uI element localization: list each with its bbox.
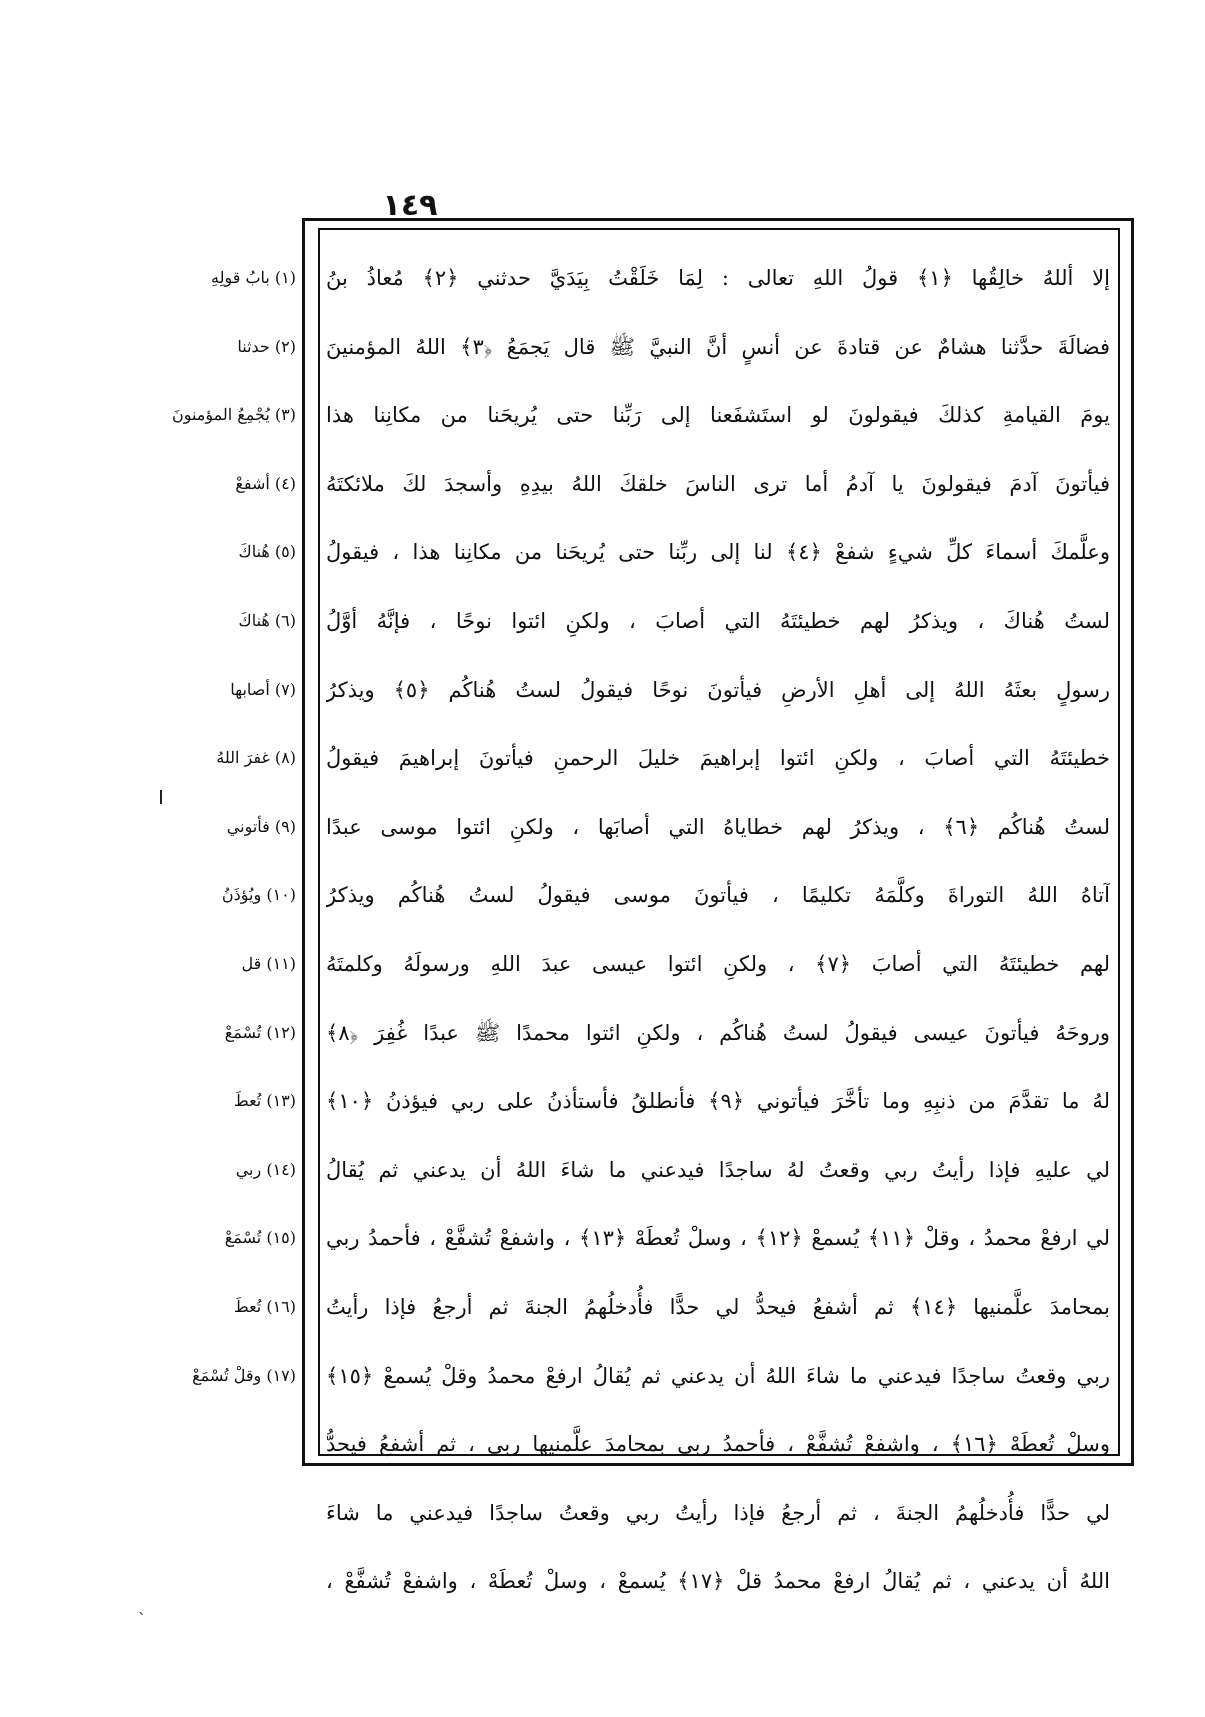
corner-stroke-mark: ˎ xyxy=(138,1596,146,1615)
text-line: وسلْ تُعطَهْ ﴿١٦﴾ ، واشفعْ تُشفَّعْ ، فأحمدُ ربي بمحامدَ علَّمنيها ربي ، ثم أشفعُ فيحدُّ xyxy=(326,1432,1110,1457)
text-line: لهم خطيئتَهُ التي أصابَ ﴿٧﴾ ، ولكنِ ائتوا عيسى عبدَ اللهِ ورسولَهُ وكلمتَهُ xyxy=(326,951,1110,976)
margin-note: (٣) يُجْمِعُ المؤمنونَ xyxy=(171,405,296,425)
margin-stroke-mark xyxy=(160,790,162,804)
text-line: رسولٍ بعثَهُ اللهُ إلى أهلِ الأرضِ فيأتونَ نوحًا فيقولُ لستُ هُناكُم ﴿٥﴾ ويذكرُ xyxy=(326,677,1110,702)
page-number: ١٤٩ xyxy=(382,188,438,223)
margin-note: (٨) غفرَ اللهُ xyxy=(216,748,296,768)
margin-note: (١٦) تُعطَ xyxy=(233,1296,296,1316)
margin-note: (٥) هُناكَ xyxy=(238,542,296,562)
margin-note: (٦) هُناكَ xyxy=(238,610,296,630)
text-line: ربي وقعتُ ساجدًا فيدعني ما شاءَ اللهُ أن يدعني ثم يُقالُ ارفعْ محمدُ وقلْ يُسمعْ ﴿١٥﴾ xyxy=(326,1363,1110,1388)
margin-note: (٢) حدثنا xyxy=(237,336,296,356)
margin-notes xyxy=(150,244,296,1410)
text-line: فيأتونَ آدمَ فيقولونَ يا آدمُ أما ترى الناسَ خلقكَ اللهُ بيدِهِ وأسجدَ لكَ ملائكتَهُ xyxy=(326,471,1110,496)
text-line: لي حدًّا فأُدخلُهمُ الجنةَ ، ثم أرجعُ فإذا رأيتُ ربي وقعتُ ساجدًا فيدعني ما شاءَ xyxy=(326,1500,1110,1525)
text-line: لي ارفعْ محمدُ ، وقلْ ﴿١١﴾ يُسمعْ ﴿١٢﴾ ، وسلْ تُعطَهْ ﴿١٣﴾ ، واشفعْ تُشفَّعْ ، فأحمدُ ربي xyxy=(326,1226,1110,1251)
main-text-block xyxy=(326,244,1110,1594)
margin-note: (١١) قل xyxy=(241,953,296,973)
margin-note: (١٥) تُسْمَعْ xyxy=(224,1228,296,1248)
margin-note: (١) بابُ قولِهِ xyxy=(210,268,296,287)
text-line: لستُ هُناكُم ﴿٦﴾ ، ويذكرُ لهم خطاياهُ التي أصابَها ، ولكنِ ائتوا موسى عبدًا xyxy=(326,814,1110,839)
margin-note: (١٤) ربي xyxy=(235,1159,296,1179)
margin-note: (٤) أشفعْ xyxy=(235,473,296,493)
text-line: آتاهُ اللهُ التوراةَ وكلَّمَهُ تكليمًا ، فيأتونَ موسى فيقولُ لستُ هُناكُم ويذكرُ xyxy=(326,883,1110,908)
margin-note: (٧) أصابها xyxy=(230,679,296,699)
text-line: وروحَهُ فيأتونَ عيسى فيقولُ لستُ هُناكُم ، ولكنِ ائتوا محمدًا ﷺ عبدًا غُفِرَ ﴿٨﴾ xyxy=(326,1020,1110,1045)
margin-note: (١٧) وقلْ تُسْمَعْ xyxy=(192,1365,296,1385)
text-line: لي عليهِ فإذا رأيتُ ربي وقعتُ لهُ ساجدًا فيدعني ما شاءَ اللهُ أن يدعني ثم يُقالُ xyxy=(326,1157,1110,1182)
text-line: وعلَّمكَ أسماءَ كلِّ شيءٍ شفعْ ﴿٤﴾ لنا إلى ربِّنا حتى يُريحَنا من مكانِنا هذا ، فيقولُ xyxy=(326,540,1110,565)
text-line: بمحامدَ علَّمنيها ﴿١٤﴾ ثم أشفعُ فيحدُّ لي حدًّا فأُدخلُهمُ الجنةَ ثم أرجعُ فإذا رأيتُ xyxy=(326,1294,1110,1319)
margin-note: (١٠) ويُؤذَنُ xyxy=(221,885,296,905)
text-line: لستُ هُناكَ ، ويذكرُ لهم خطيئتَهُ التي أصابَ ، ولكنِ ائتوا نوحًا ، فإنَّهُ أوَّلُ xyxy=(326,608,1110,633)
text-line: لهُ ما تقدَّمَ من ذنبِهِ وما تأخَّرَ فيأتوني ﴿٩﴾ فأنطلقُ فأستأذنُ على ربي فيؤذنُ ﴿١٠﴾ xyxy=(326,1089,1110,1114)
text-line: خطيئتَهُ التي أصابَ ، ولكنِ ائتوا إبراهيمَ خليلَ الرحمنِ فيأتونَ إبراهيمَ فيقولُ xyxy=(326,746,1110,771)
text-line: فضالَةَ حدَّثنا هشامٌ عن قتادةَ عن أنسٍ أنَّ النبيَّ ﷺ قال يَجمَعُ ﴿٣﴾ اللهُ المؤمنينَ xyxy=(326,334,1110,359)
text-line: اللهُ أن يدعني ، ثم يُقالُ ارفعْ محمدُ قلْ ﴿١٧﴾ يُسمعْ ، وسلْ تُعطَهْ ، واشفعْ تُشفَّعْ ، xyxy=(326,1569,1110,1594)
margin-note: (١٢) تُسْمَعْ xyxy=(224,1022,296,1042)
text-line: يومَ القيامةِ كذلكَ فيقولونَ لو استَشفَعنا إلى رَبِّنا حتى يُريحَنا من مكانِنا هذا xyxy=(326,403,1110,428)
text-line: إلا أللهُ خالِقُها ﴿١﴾ قولُ اللهِ تعالى : لِمَا خَلَقْتُ بِيَدَيَّ حدثني ﴿٢﴾ مُعاذُ بنُ xyxy=(326,266,1110,290)
margin-note: (١٣) تُعطَ xyxy=(233,1091,296,1111)
margin-note: (٩) فأتوني xyxy=(226,816,296,836)
